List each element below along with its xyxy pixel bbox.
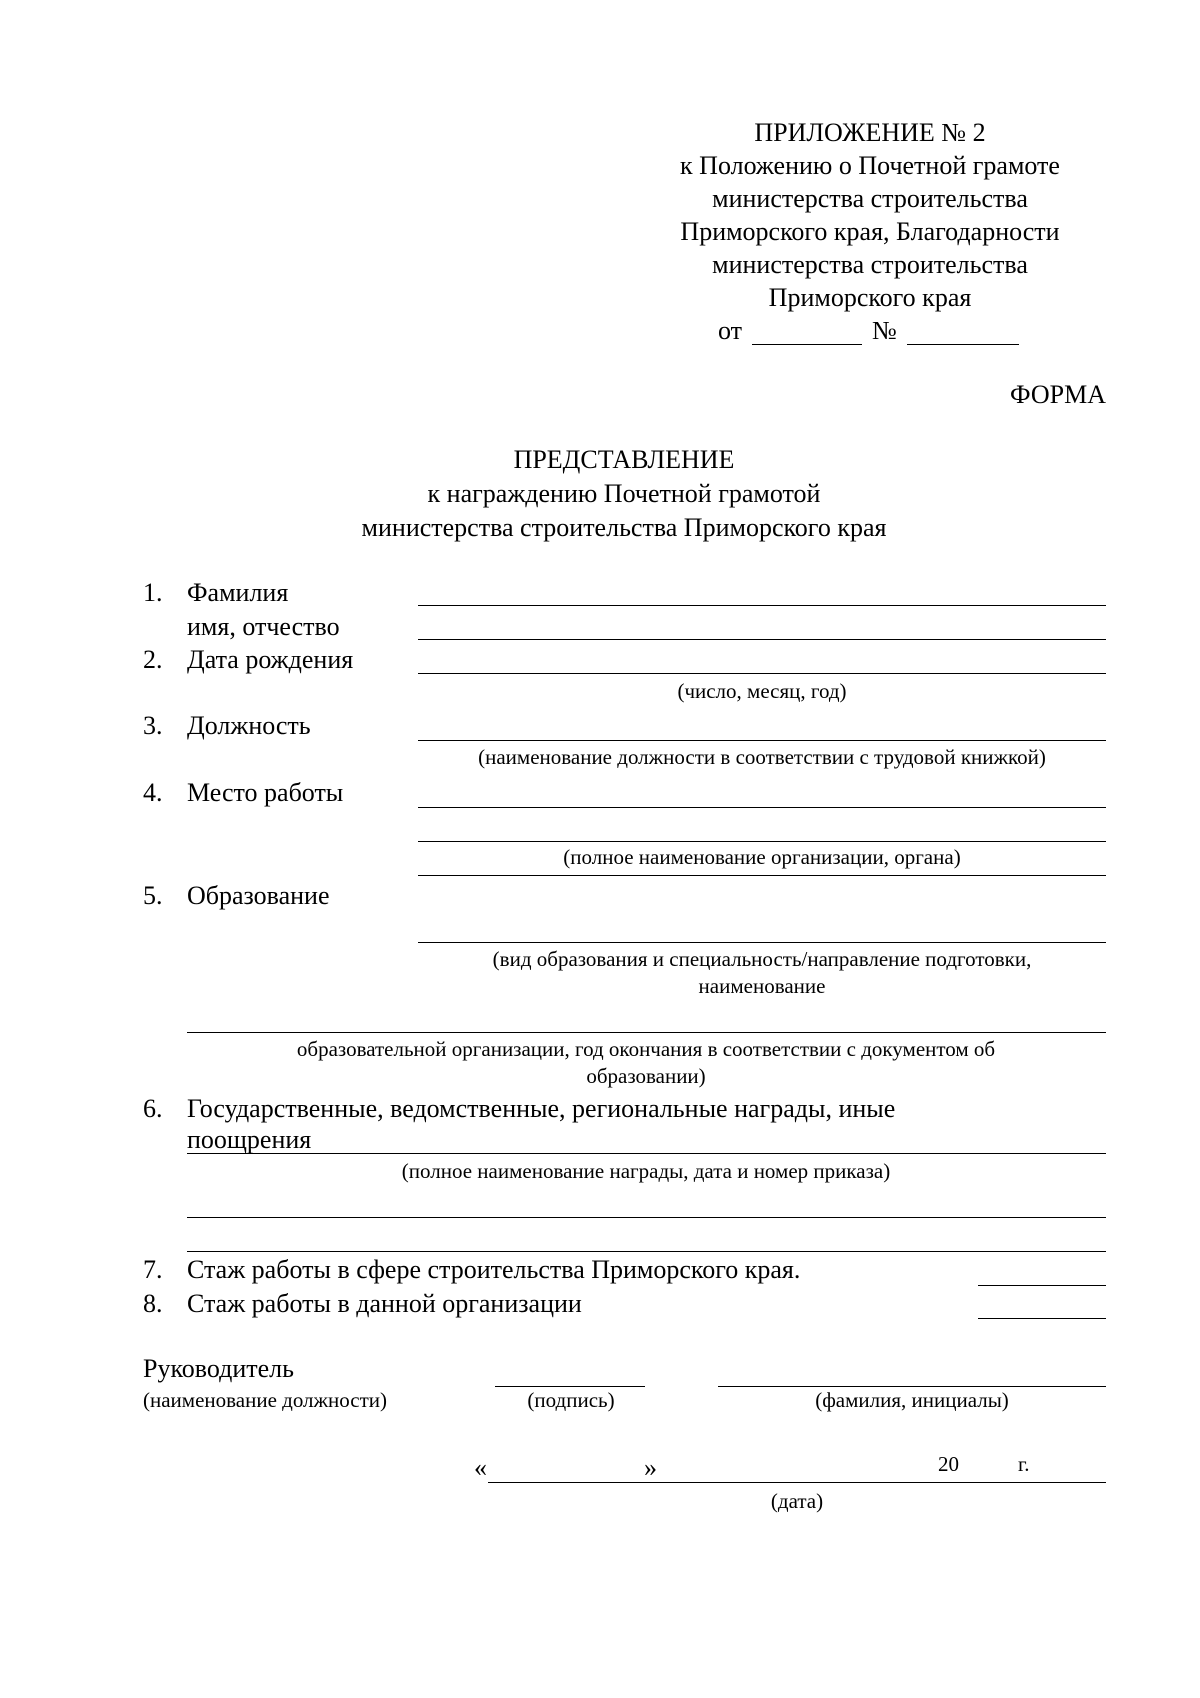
field-3-hint: (наименование должности в соответствии с трудовой книжкой) bbox=[478, 745, 1046, 769]
field-1-name-line[interactable] bbox=[418, 639, 1106, 640]
appendix-line-1: к Положению о Почетной грамоте bbox=[680, 151, 1060, 180]
heading-line-1: к награждению Почетной грамотой bbox=[427, 479, 821, 508]
date-quote-open: « bbox=[474, 1453, 487, 1482]
field-6-line-2[interactable] bbox=[187, 1217, 1106, 1218]
field-6-hint: (полное наименование награды, дата и номер приказа) bbox=[401, 1159, 891, 1183]
field-6-label-2: поощрения bbox=[187, 1125, 312, 1154]
field-7-line[interactable] bbox=[978, 1285, 1106, 1286]
appendix-line-2: министерства строительства bbox=[712, 184, 1028, 213]
field-2-number: 2. bbox=[143, 645, 163, 674]
field-8-label: Стаж работы в данной организации bbox=[187, 1289, 582, 1318]
field-5-label: Образование bbox=[187, 881, 330, 910]
field-5-hint-4: образовании) bbox=[586, 1064, 706, 1088]
field-4-label: Место работы bbox=[187, 778, 344, 807]
signature-head-label: Руководитель bbox=[143, 1354, 294, 1383]
heading-line-2: министерства строительства Приморского края bbox=[361, 513, 887, 542]
field-8-line[interactable] bbox=[978, 1318, 1106, 1319]
field-5-number: 5. bbox=[143, 881, 163, 910]
appendix-line-4: министерства строительства bbox=[712, 250, 1028, 279]
field-1-surname-line[interactable] bbox=[418, 605, 1106, 606]
field-5-line-2[interactable] bbox=[187, 1032, 1106, 1033]
date-hint: (дата) bbox=[770, 1489, 824, 1513]
appendix-number-field[interactable] bbox=[907, 344, 1019, 345]
field-5-hint-2: наименование bbox=[698, 974, 826, 998]
field-3-line[interactable] bbox=[418, 740, 1106, 741]
field-5-hint-1: (вид образования и специальность/направление подготовки, bbox=[492, 947, 1032, 971]
field-5-line-1[interactable] bbox=[418, 942, 1106, 943]
date-quote-close: » bbox=[644, 1453, 657, 1482]
appendix-title: ПРИЛОЖЕНИЕ № 2 bbox=[754, 118, 986, 147]
signature-position-hint: (наименование должности) bbox=[143, 1388, 388, 1412]
signature-name-line[interactable] bbox=[718, 1386, 1106, 1387]
field-1-number: 1. bbox=[143, 578, 163, 607]
field-6-number: 6. bbox=[143, 1094, 163, 1123]
date-year-suffix: г. bbox=[1018, 1452, 1030, 1476]
field-2-hint: (число, месяц, год) bbox=[677, 679, 847, 703]
field-6-line-1[interactable] bbox=[187, 1153, 1106, 1154]
field-1-label-2: имя, отчество bbox=[187, 612, 340, 641]
appendix-line-5: Приморского края bbox=[768, 283, 972, 312]
field-3-number: 3. bbox=[143, 711, 163, 740]
field-7-label: Стаж работы в сфере строительства Приморского края. bbox=[187, 1255, 801, 1284]
field-2-label: Дата рождения bbox=[187, 645, 354, 674]
field-6-label: Государственные, ведомственные, региональные награды, иные bbox=[187, 1094, 896, 1123]
field-4-hint: (полное наименование организации, органа) bbox=[563, 845, 961, 869]
field-4-line-1[interactable] bbox=[418, 807, 1106, 808]
date-year-prefix: 20 bbox=[938, 1452, 959, 1476]
field-7-number: 7. bbox=[143, 1255, 163, 1284]
field-4-number: 4. bbox=[143, 778, 163, 807]
field-4-line-2[interactable] bbox=[418, 841, 1106, 842]
appendix-line-3: Приморского края, Благодарности bbox=[680, 217, 1060, 246]
date-line[interactable] bbox=[488, 1482, 1106, 1483]
signature-sign-line[interactable] bbox=[495, 1386, 645, 1387]
signature-sign-hint: (подпись) bbox=[527, 1388, 615, 1412]
field-6-line-3[interactable] bbox=[187, 1251, 1106, 1252]
field-5-hint-3: образовательной организации, год окончания в соответствии с документом об bbox=[296, 1037, 996, 1061]
signature-name-hint: (фамилия, инициалы) bbox=[815, 1388, 1009, 1412]
heading-title: ПРЕДСТАВЛЕНИЕ bbox=[513, 445, 735, 474]
appendix-date-prefix: от bbox=[718, 316, 743, 345]
form-label: ФОРМА bbox=[1010, 380, 1106, 409]
field-4-line-3[interactable] bbox=[418, 875, 1106, 876]
appendix-number-sign: № bbox=[872, 316, 897, 345]
field-3-label: Должность bbox=[187, 711, 311, 740]
field-1-label: Фамилия bbox=[187, 578, 289, 607]
field-2-line[interactable] bbox=[418, 673, 1106, 674]
appendix-date-field[interactable] bbox=[752, 344, 862, 345]
field-8-number: 8. bbox=[143, 1289, 163, 1318]
